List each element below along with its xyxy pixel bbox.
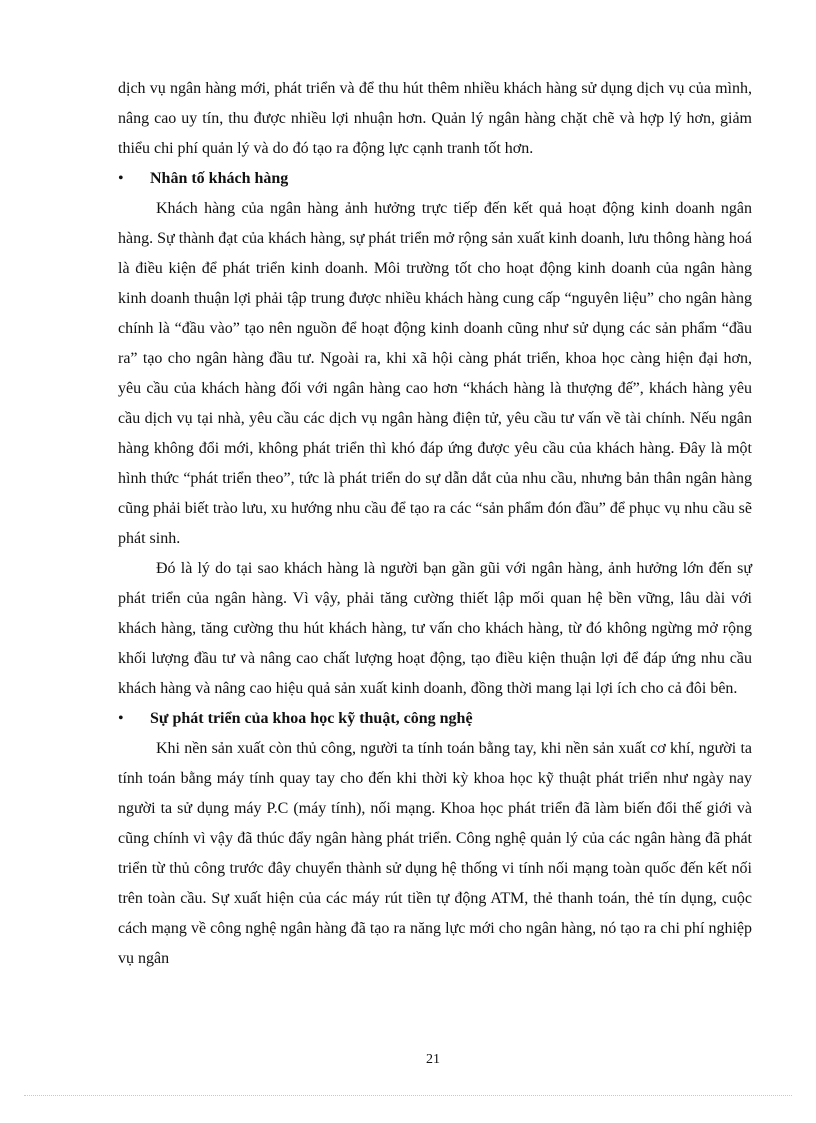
page-body	[118, 74, 752, 974]
paragraph-customer-1: Khách hàng của ngân hàng ảnh hưởng trực tiếp đến kết quả hoạt động kinh doanh ngân hàng. Sự thành đạt của khách hàng, sự phát triển mở rộng sản xuất kinh doanh, lưu thông hàng hoá là điều kiện để phát triển kinh doanh. Môi trường tốt cho hoạt động kinh doanh của ngân hàng kinh doanh thuận lợi phải tập trung được nhiều khách hàng cung cấp “nguyên liệu” cho ngân hàng chính là “đầu vào” tạo nên nguồn để hoạt động kinh doanh cũng như sử dụng các sản phẩm “đầu ra” tạo cho ngân hàng đầu tư. Ngoài ra, khi xã hội càng phát triển, khoa học càng hiện đại hơn, yêu cầu của khách hàng đối với ngân hàng cao hơn “khách hàng là thượng đế”, khách hàng yêu cầu dịch vụ tại nhà, yêu cầu các dịch vụ ngân hàng điện tử, yêu cầu tư vấn về tài chính. Nếu ngân hàng không đổi mới, không phát triển thì khó đáp ứng được yêu cầu của khách hàng. Đây là một hình thức “phát triển theo”, tức là phát triển do sự dẫn dắt của nhu cầu, nhưng bản thân ngân hàng cũng phải biết trào lưu, xu hướng nhu cầu để tạo ra các “sản phẩm đón đầu” để phục vụ nhu cầu sẽ phát sinh.	[118, 200, 752, 547]
heading-text: Nhân tố khách hàng	[150, 170, 289, 187]
heading-text: Sự phát triển của khoa học kỹ thuật, công nghệ	[150, 710, 473, 727]
paragraph-intro: dịch vụ ngân hàng mới, phát triển và để thu hút thêm nhiều khách hàng sử dụng dịch vụ của mình, nâng cao uy tín, thu được nhiều lợi nhuận hơn. Quản lý ngân hàng chặt chẽ và hợp lý hơn, giảm thiểu chi phí quản lý và do đó tạo ra động lực cạnh tranh tốt hơn.	[118, 80, 752, 157]
bullet-icon: •	[118, 710, 124, 727]
bullet-icon: •	[118, 170, 124, 187]
heading-customer-factor	[118, 164, 752, 194]
paragraph-customer-2: Đó là lý do tại sao khách hàng là người bạn gần gũi với ngân hàng, ảnh hưởng lớn đến sự phát triển của ngân hàng. Vì vậy, phải tăng cường thiết lập mối quan hệ bền vững, lâu dài với khách hàng, tăng cường thu hút khách hàng, tư vấn cho khách hàng, từ đó không ngừng mở rộng khối lượng đầu tư và nâng cao chất lượng hoạt động, tạo điều kiện thuận lợi để đáp ứng nhu cầu khách hàng và nâng cao hiệu quả sản xuất kinh doanh, đồng thời mang lại lợi ích cho cả đôi bên.	[118, 560, 752, 697]
page-bottom-divider	[24, 1095, 792, 1096]
page-number: 21	[426, 1052, 440, 1067]
paragraph-technology: Khi nền sản xuất còn thủ công, người ta tính toán bằng tay, khi nền sản xuất cơ khí, người ta tính toán bằng máy tính quay tay cho đến khi thời kỳ khoa học kỹ thuật phát triển như ngày nay người ta sử dụng máy P.C (máy tính), nối mạng. Khoa học phát triển đã làm biến đổi thế giới và cũng chính vì vậy đã thúc đẩy ngân hàng phát triển. Công nghệ quản lý của các ngân hàng đã phát triển từ thủ công trước đây chuyển thành sử dụng hệ thống vi tính nối mạng toàn quốc đến kết nối trên toàn cầu. Sự xuất hiện của các máy rút tiền tự động ATM, thẻ thanh toán, thẻ tín dụng, cuộc cách mạng về công nghệ ngân hàng đã tạo ra năng lực mới cho ngân hàng, nó tạo ra chi phí nghiệp vụ ngân	[118, 740, 752, 967]
heading-technology	[118, 704, 752, 734]
